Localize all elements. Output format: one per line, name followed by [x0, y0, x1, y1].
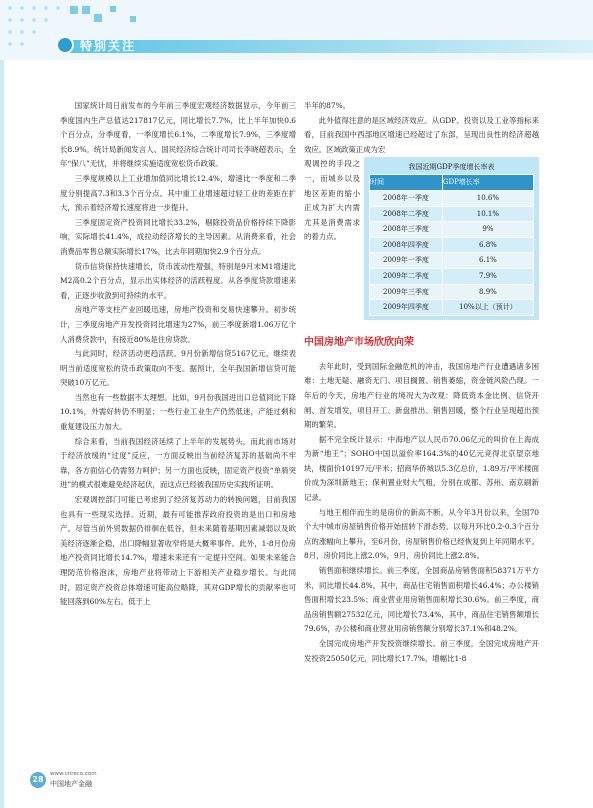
- paragraph: 去年此时，受到国际金融危机的冲击，我国房地产行业遭遇诸多困难：土地无疑、融资无门、项目搁置、销售萎缩，资金链风险凸现。一年后的今天，房地产行业的境况大为改观：降低资本金比例、信贷开闸、首发增发，项目开工、新盘推出、销售回暖，整个行业呈现超出预期的繁荣。: [304, 361, 539, 430]
- paragraph: 国家统计局日前发布的今年前三季度宏观经济数据显示，今年前三季度国内生产总值达217817亿元，同比增长7.7%，比上半年加快0.6个百分点，分季度看，一季度增长6.1%，二季度增长7.9%，三季度增长8.9%。统计局新闻发言人、国民经济综合统计司司长李晓超表示，全年“保八”无忧，并将继续实施适度宽松货币政策。: [60, 101, 296, 169]
- paragraph: 货币信贷保持快速增长，货币流动性增强，特别是9月末M1增速比M2高0.2个百分点，显示出实体经济的活跃程度。从各季度贷款增速来看，正逐步收敛到可持续的水平。: [60, 261, 296, 300]
- table-row: [370, 222, 534, 238]
- table-header-row: [370, 175, 534, 191]
- table-row: [370, 237, 534, 253]
- table-row: [370, 253, 534, 269]
- table-caption: 我国近期GDP季度增长率表: [408, 163, 495, 172]
- table-cell: 6.8%: [442, 237, 533, 253]
- paragraph: 当然也有一些数据不太理想。比如，9月份我国进出口总值同比下降10.1%，外需好转仍不明显；一些行业工业生产仍然低迷，产能过剩和重复建设压力加大。: [60, 392, 296, 432]
- page-number: 28: [30, 772, 46, 788]
- paragraph: 三季度规模以上工业增加值同比增长12.4%，增速比一季度和二季度分别提高7.3和3.3个百分点。其中重工业增速超过轻工业的差距在扩大，预示着经济增长速度将进一步提升。: [60, 173, 296, 213]
- table-header-cell: 时间: [370, 175, 443, 191]
- left-margin-strip: [0, 60, 4, 808]
- table-cell: 10.1%: [442, 206, 533, 222]
- table-cell: 10%以上（预计）: [442, 300, 533, 316]
- header-bar: [70, 40, 593, 53]
- table-cell: 2009年四季度: [370, 300, 443, 316]
- paragraph: 与地王相伴而生的是房价的新高不断。从今年3月份以来，全国70个大中城市房屋销售价格开始扭转下滑态势，以每月环比0.2-0.3个百分点的涨幅向上攀升，至6月份，房屋销售价格已经恢复到上年同期水平。8月，房价同比上涨2.0%，9月，房价同比上涨2.8%。: [304, 507, 539, 561]
- gdp-table: [369, 174, 534, 315]
- table-cell: 2008年二季度: [370, 206, 443, 222]
- paragraph: 与此同时，经济活动更趋活跃。9月份新增信贷5167亿元，继续表明当前适度宽松的货币政策取向不变。据预计，全年我国新增信贷可能突破10万亿元。: [60, 349, 296, 388]
- header-bullet-icon: [56, 36, 74, 54]
- paragraph: 据不完全统计显示：中海地产以人民币70.06亿元的叫价在上海成为新“地王”；SOHO中国以溢价率164.3%的40亿元竞得北京望京地块，楼面价10197元/平米；招商华侨城以5.3亿总价，1.89万/平米楼面价成为深圳新地王；保利置业财大气粗，分别在成都、苏州、南京刷新记录。: [304, 434, 539, 503]
- paragraph: 此外值得注意的是区域经济效应。从GDP、投资以及工业等指标来看，目前我国中西部地区增速已经超过了东部，呈现出良性的经济超越效应。区域政策正成为宏: [304, 115, 539, 154]
- wrap-text: 观调控的手段之一，而城乡以及地区差距的缩小正成为扩大内需尤其是消费需求的着力点。: [304, 159, 360, 242]
- header-band: [0, 0, 593, 60]
- table-cell: 7.9%: [442, 268, 533, 284]
- table-row: [370, 284, 534, 300]
- right-column: [304, 99, 539, 666]
- footer-url[interactable]: www.cnreco.com: [50, 771, 97, 777]
- section-heading: 中国房地产市场欣欣向荣: [304, 336, 414, 348]
- table-cell: 2009年三季度: [370, 284, 443, 300]
- paragraph: 三季度固定资产投资同比增长33.2%，剔除投资品价格持续下降影响，实际增长41.4%，成拉动经济增长的主导因素。从消费来看，社会消费品零售总额实际增长17%，比去年同期加快2.9个百分点。: [60, 217, 296, 256]
- section-title: 特别关注: [80, 39, 137, 53]
- table-cell: 2008年四季度: [370, 237, 443, 253]
- gdp-table-box: [364, 157, 539, 319]
- table-cell: 2008年一季度: [370, 190, 443, 206]
- table-cell: 6.1%: [442, 253, 533, 269]
- paragraph: 综合来看，当前我国经济延续了上半年的发展势头，而此前市场对于经济放缓的“过度”反应，一方面反映出当前经济复苏的基础尚不牢靠，各方面信心仍需努力呵护；另一方面也反映，固定资产投资“单骑突进”的模式很难避免经济起伏，而这点已经被我国历史实践所证明。: [60, 436, 296, 490]
- paragraph: 全国完成房地产开发投资继续增长。前三季度，全国完成房地产开发投资25050亿元，同比增长17.7%，增幅比1-8: [304, 639, 539, 663]
- table-cell: 2009年二季度: [370, 268, 443, 284]
- left-column: [60, 99, 296, 610]
- table-row: [370, 206, 534, 222]
- table-header-cell: GDP增长率: [442, 175, 533, 191]
- paragraph: 宏观调控部门可能已考虑到了经济复苏动力的转换问题，目前我国也具有一些现实选择。近期，最有可能推荐政府投资的是出口和房地产。尽管当前外贸数据仍徘徊在低谷，但未来随着基期因素减弱以及欧美经济逐渐企稳，出口降幅显著收窄将是大概率事件。此外，1-8月份房地产投资同比增长14.7%，增速未来还有一定提升空间。如果未来能合理防范价格泡沫，房地产业将带动上下游相关产业稳步增长。与此同时，固定资产投资总体增速可能高位略降，其对GDP增长的贡献率也可能回落到60%左右，低于上: [60, 495, 296, 607]
- paragraph-continuation: 半年的87%。: [304, 101, 350, 110]
- table-wrap-block: [304, 157, 539, 319]
- paragraph: 房地产等支柱产业回暖迅速，房地产投资和交易快速攀升。初步统计，三季度房地产开发投资同比增速为27%，前三季度新增1.06万亿个人消费贷款中，有接近80%是住房贷款。: [60, 305, 296, 344]
- table-row: [370, 300, 534, 316]
- table-cell: 8.9%: [442, 284, 533, 300]
- footer-magazine-name: 中国地产金融: [50, 780, 92, 788]
- table-cell: 2009年一季度: [370, 253, 443, 269]
- table-row: [370, 268, 534, 284]
- table-cell: 2008年三季度: [370, 222, 443, 238]
- paragraph: 销售面积继续增长。前三季度，全国商品房销售面积58371万平方米，同比增长44.8%，其中，商品住宅销售面积增长46.4%；办公楼销售面积增长23.5%；商业营业用房销售面积增长30.6%。前三季度，商品房销售额27532亿元，同比增长73.4%，其中，商品住宅销售额增长79.6%，办公楼和商业营业用房销售额分别增长37.1%和48.2%。: [304, 566, 539, 634]
- table-cell: 9%: [442, 222, 533, 238]
- table-cell: 10.6%: [442, 190, 533, 206]
- table-row: [370, 190, 534, 206]
